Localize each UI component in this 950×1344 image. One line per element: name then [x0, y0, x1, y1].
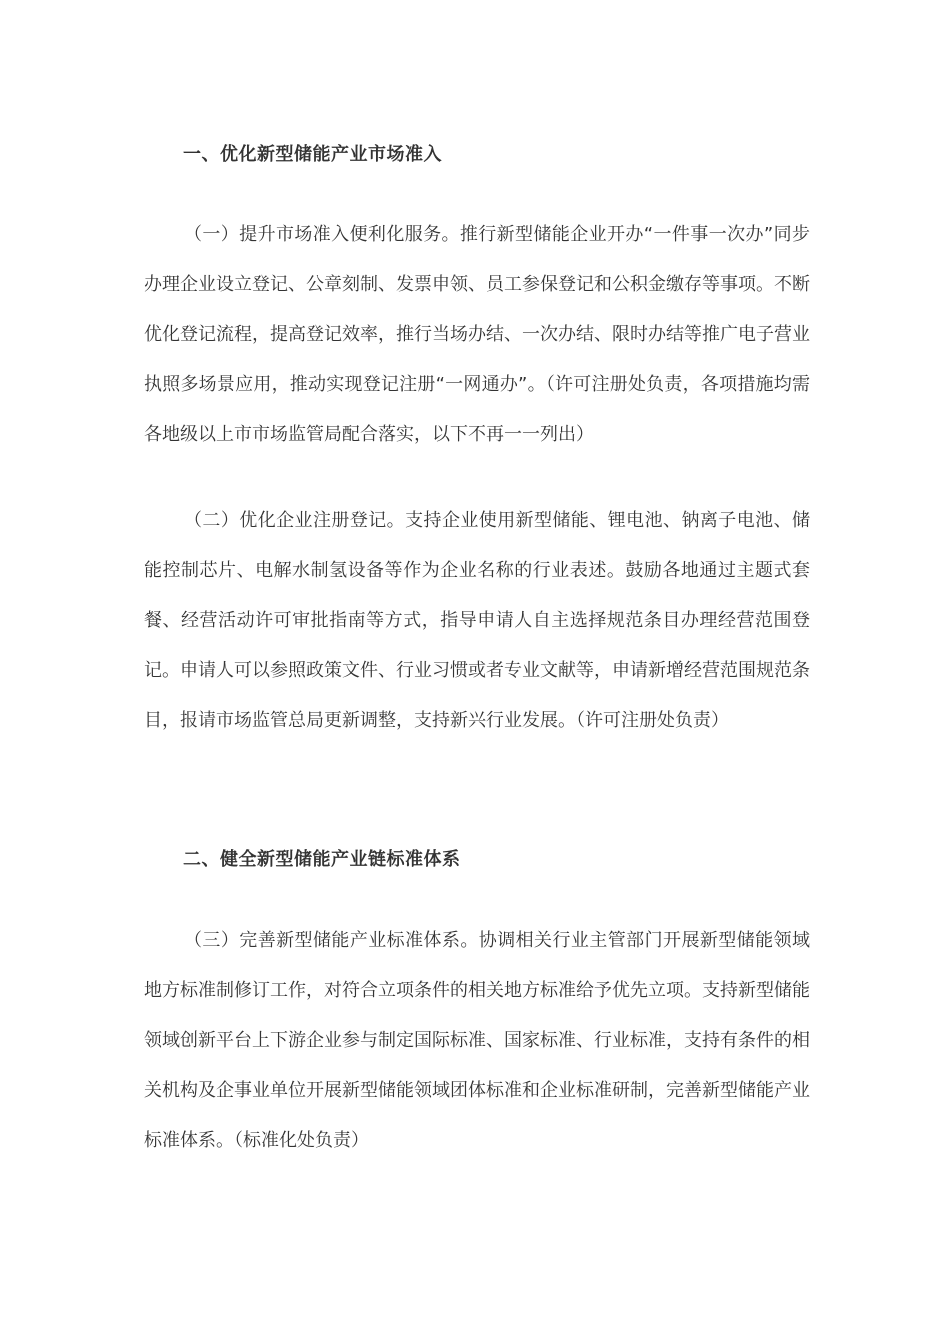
section-heading-1: 一、优化新型储能产业市场准入: [183, 144, 442, 165]
paragraph-1: （一）提升市场准入便利化服务。推行新型储能企业开办“一件事一次办”同步办理企业设立登记、公章刻制、发票申领、员工参保登记和公积金缴存等事项。不断优化登记流程，提高登记效率，推行当场办结、一次办结、限时办结等推广电子营业执照多场景应用，推动实现登记注册“一网通办”。（许可注册处负责，各项措施均需各地级以上市市场监管局配合落实，以下不再一一列出）: [144, 224, 810, 445]
paragraph-3: （三）完善新型储能产业标准体系。协调相关行业主管部门开展新型储能领域地方标准制修订工作，对符合立项条件的相关地方标准给予优先立项。支持新型储能领域创新平台上下游企业参与制定国际标准、国家标准、行业标准，支持有条件的相关机构及企事业单位开展新型储能领域团体标准和企业标准研制，完善新型储能产业标准体系。（标准化处负责）: [144, 930, 810, 1151]
paragraph-2: （二）优化企业注册登记。支持企业使用新型储能、锂电池、钠离子电池、储能控制芯片、电解水制氢设备等作为企业名称的行业表述。鼓励各地通过主题式套餐、经营活动许可审批指南等方式，指导申请人自主选择规范条目办理经营范围登记。申请人可以参照政策文件、行业习惯或者专业文献等，申请新增经营范围规范条目，报请市场监管总局更新调整，支持新兴行业发展。（许可注册处负责）: [144, 510, 810, 731]
section-heading-2: 二、健全新型储能产业链标准体系: [183, 849, 461, 870]
